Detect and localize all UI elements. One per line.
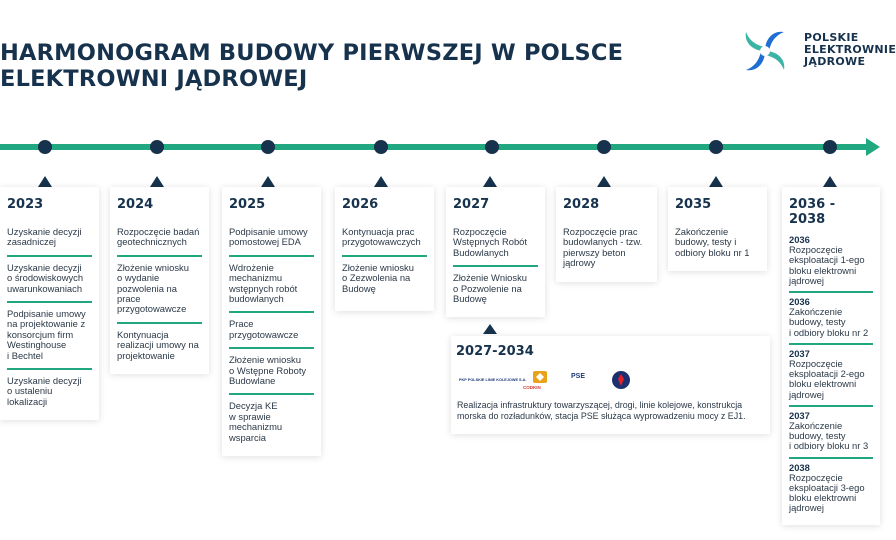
milestone-item bbox=[789, 345, 873, 407]
milestone-item bbox=[229, 313, 314, 349]
card-pointer-icon bbox=[261, 176, 275, 187]
milestone-item-text: Decyzja KE w sprawie mechanizmu wsparcia bbox=[229, 400, 283, 443]
timeline-dot bbox=[261, 140, 275, 154]
milestone-item bbox=[229, 349, 314, 395]
milestone-item bbox=[453, 221, 538, 267]
milestone-item bbox=[7, 257, 92, 303]
card-pointer-icon bbox=[374, 176, 388, 187]
milestone-item-text: Rozpoczęcie eksploatacji 2-ego bloku elektrowni jądrowej bbox=[789, 358, 865, 400]
milestone-item bbox=[7, 303, 92, 370]
milestone-card bbox=[668, 187, 767, 271]
milestone-item bbox=[229, 221, 314, 257]
milestone-item bbox=[117, 221, 202, 257]
milestone-item-text: Uzyskanie decyzji zasadniczej bbox=[7, 226, 82, 248]
card-pointer-icon bbox=[38, 176, 52, 187]
milestone-item-year: 2036 bbox=[789, 234, 810, 245]
title-line-2: ELEKTROWNI JĄDROWEJ bbox=[0, 66, 308, 92]
partner-logos bbox=[457, 370, 647, 392]
milestone-item bbox=[7, 370, 92, 414]
milestone-item bbox=[117, 324, 202, 368]
company-logo bbox=[738, 24, 896, 78]
milestone-item-text: Rozpoczęcie badań geotechnicznych bbox=[117, 226, 200, 248]
milestone-year: 2024 bbox=[117, 197, 154, 212]
pse-logo-icon: PSE bbox=[571, 373, 586, 380]
logo-line-2: ELEKTROWNIE bbox=[804, 43, 896, 56]
logo-text bbox=[804, 32, 896, 68]
milestone-item-text: Uzyskanie decyzji o ustaleniu lokalizacji bbox=[7, 375, 82, 407]
title-line-1: HARMONOGRAM BUDOWY PIERWSZEJ W POLSCE bbox=[0, 40, 624, 66]
pej-logo-icon bbox=[738, 24, 792, 78]
milestone-year: 2027 bbox=[453, 197, 490, 212]
milestone-item-text: Zakończenie budowy, testy i odbiory bloku nr 1 bbox=[675, 226, 750, 258]
milestone-item-text: Złożenie wniosku o wydanie pozwolenia na prace przygotowawcze bbox=[117, 261, 189, 315]
milestone-item bbox=[342, 221, 427, 257]
milestone-item bbox=[789, 293, 873, 345]
milestone-item bbox=[229, 257, 314, 314]
milestone-card bbox=[0, 187, 99, 420]
milestone-item-year: 2037 bbox=[789, 409, 810, 421]
timeline-arrow-icon bbox=[866, 138, 880, 156]
card-pointer-icon bbox=[483, 176, 497, 187]
card-pointer-icon bbox=[823, 176, 837, 187]
range-card-pointer-icon bbox=[482, 323, 498, 335]
milestone-item-text: Kontynuacja realizacji umowy na projektowanie bbox=[117, 328, 199, 361]
milestone-card bbox=[446, 187, 545, 317]
milestone-card bbox=[335, 187, 434, 311]
milestone-item-text: Rozpoczęcie eksploatacji 1-ego bloku elektrowni jądrowej bbox=[789, 244, 865, 286]
milestone-year: 2026 bbox=[342, 197, 379, 212]
logo-line-3: JĄDROWE bbox=[804, 55, 866, 68]
page-title bbox=[0, 40, 623, 92]
milestone-item bbox=[789, 459, 873, 519]
milestone-item-year: 2038 bbox=[789, 461, 810, 473]
milestone-item-text: Złożenie wniosku o Wstępne Roboty Budowlane bbox=[229, 354, 307, 387]
codkin-logo-text: CODKIN bbox=[523, 385, 541, 390]
milestone-year: 2036 - 2038 bbox=[789, 197, 836, 227]
timeline-line bbox=[0, 144, 868, 150]
range-card-year: 2027-2034 bbox=[456, 344, 534, 359]
milestone-item bbox=[7, 221, 92, 257]
milestone-item-year: 2037 bbox=[789, 347, 810, 359]
milestone-card bbox=[222, 187, 321, 456]
milestone-item-text: Prace przygotowawcze bbox=[229, 318, 299, 340]
milestone-card bbox=[782, 187, 880, 525]
milestone-item-text: Złożenie Wniosku o Pozwolenie na Budowę bbox=[453, 272, 527, 305]
timeline bbox=[0, 125, 880, 195]
milestone-card bbox=[556, 187, 657, 282]
timeline-dot bbox=[709, 140, 723, 154]
milestone-item bbox=[229, 395, 314, 450]
milestone-year: 2025 bbox=[229, 197, 266, 212]
milestone-item-text: Zakończenie budowy, testy i odbiory bloku nr 3 bbox=[789, 420, 869, 452]
milestone-year: 2028 bbox=[563, 197, 600, 212]
milestone-item-text: Rozpoczęcie Wstępnych Robót Budowlanych bbox=[453, 226, 527, 258]
milestone-item-text: Rozpoczęcie prac budowlanych - tzw. pierwszy beton jądrowy bbox=[563, 226, 643, 269]
emblem-logo-icon bbox=[611, 370, 631, 390]
milestone-item-text: Wdrożenie mechanizmu wstępnych robót budowlanych bbox=[229, 261, 298, 305]
milestone-item-text: Uzyskanie decyzji o środowiskowych uwarunkowaniach bbox=[7, 261, 84, 294]
milestone-item-year: 2036 bbox=[789, 296, 810, 308]
milestone-item bbox=[789, 231, 873, 293]
timeline-dot bbox=[485, 140, 499, 154]
milestone-item-text: Kontynuacja prac przygotowawczych bbox=[342, 226, 421, 248]
milestone-item bbox=[563, 221, 650, 276]
milestone-item bbox=[789, 407, 873, 459]
timeline-dot bbox=[150, 140, 164, 154]
card-pointer-icon bbox=[709, 176, 723, 187]
card-pointer-icon bbox=[597, 176, 611, 187]
range-card-description: Realizacja infrastruktury towarzyszącej, drogi, linie kolejowe, konstrukcja morska do rozładunków, stacja PSE służąca wyprowadzeniu mocy z EJ1. bbox=[457, 400, 746, 421]
milestone-item-text: Zakończenie budowy, testy i odbiory bloku nr 2 bbox=[789, 306, 869, 338]
timeline-dot bbox=[823, 140, 837, 154]
pkp-plk-logo-icon: PKP POLSKIE LINIE KOLEJOWE S.A. bbox=[459, 378, 527, 382]
timeline-dot bbox=[38, 140, 52, 154]
milestone-year: 2035 bbox=[675, 197, 712, 212]
milestone-item-text: Złożenie wniosku o Zezwolenia na Budowę bbox=[342, 261, 414, 294]
milestone-item-text: Podpisanie umowy na projektowanie z konsorcjum firm Westinghouse i Bechtel bbox=[7, 308, 86, 361]
card-pointer-icon bbox=[150, 176, 164, 187]
milestone-item bbox=[453, 267, 538, 311]
timeline-dot bbox=[597, 140, 611, 154]
milestone-item-text: Podpisanie umowy pomostowej EDA bbox=[229, 226, 308, 248]
timeline-dot bbox=[374, 140, 388, 154]
logo-line-1: POLSKIE bbox=[804, 31, 859, 44]
milestone-item bbox=[675, 221, 760, 265]
range-card bbox=[451, 336, 770, 434]
milestone-year: 2023 bbox=[7, 197, 44, 212]
codkin-logo-icon bbox=[527, 370, 553, 386]
milestone-item-text: Rozpoczęcie eksploatacji 3-ego bloku elektrowni jądrowej bbox=[789, 471, 865, 514]
milestone-card bbox=[110, 187, 209, 374]
milestone-item bbox=[342, 257, 427, 301]
milestone-item bbox=[117, 257, 202, 324]
